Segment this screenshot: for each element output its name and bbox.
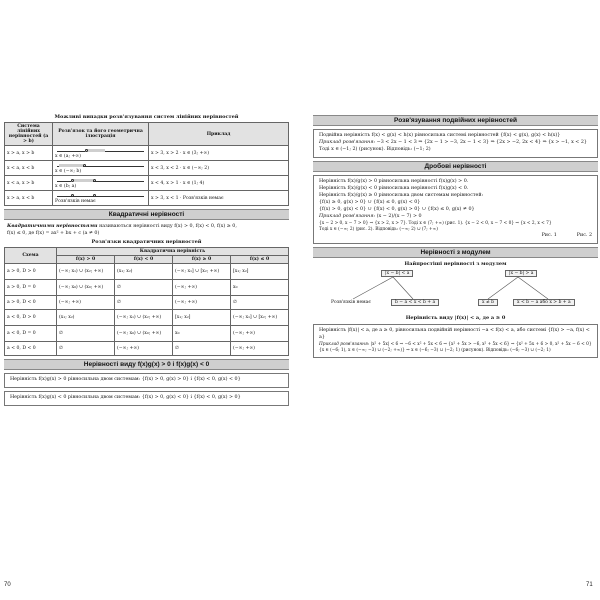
case-cell: a > 0, D = 0	[5, 280, 57, 296]
table2-header: Квадратична нерівність	[57, 248, 289, 256]
table-row	[5, 280, 289, 296]
example-cell: x > 3, x < 1 · Розв'язків немає	[149, 191, 289, 206]
right-page	[313, 112, 598, 582]
answer-cell: ∅	[57, 326, 115, 342]
fraction-section-title: Дробові нерівності	[313, 161, 598, 172]
abs-subtitle-2: Нерівність виду |f(x)| < a, де a ≥ 0	[405, 314, 506, 321]
quadratic-table	[4, 247, 289, 356]
solution-cell: x ∈ (b; a)	[53, 176, 149, 191]
case-cell: a < 0, D = 0	[5, 326, 57, 342]
abs-leaf: b − a < x < b + a	[391, 299, 439, 306]
solution-cell: x ∈ (a; +∞)	[53, 146, 149, 161]
figure-2-caption: Рис. 2	[576, 233, 592, 239]
table-row	[5, 326, 289, 342]
abs-leaf: x ≠ b	[478, 299, 498, 306]
answer-cell: ∅	[57, 342, 115, 356]
solution-cell: x ∈ (−∞; b)	[53, 161, 149, 176]
answer-cell: (−∞; x₀) ∪ (x₀; +∞)	[115, 326, 173, 342]
answer-cell: x₀	[173, 326, 231, 342]
example-cell: x < 4, x > 1 · x ∈ (1; 4)	[149, 176, 289, 191]
table-row	[5, 176, 289, 191]
system-cell: x < a, x > b	[5, 176, 53, 191]
system-cell: x < a, x < b	[5, 161, 53, 176]
table1-header: Розв'язок та його геометрична ілюстрація	[53, 123, 149, 146]
table-row	[5, 161, 289, 176]
table2-title: Розв'язки квадратичних нерівностей	[91, 239, 202, 246]
table1-header: Приклад	[149, 123, 289, 146]
table-row	[5, 264, 289, 280]
table-row	[5, 146, 289, 161]
answer-cell: ∅	[115, 280, 173, 296]
answer-cell: (x₁; x₂)	[57, 310, 115, 326]
answer-cell: (−∞; x₁) ∪ (x₂; +∞)	[57, 264, 115, 280]
abs-box: Нерівність |f(x)| < a, де a ≥ 0, рівносильна подвійній нерівності −a < f(x) < a, або системі {f(x) > −a, f(x) < a} Приклад розв'язання: |x² + 5x| < 6 ⇒ −6 < x² + 5x < 6 ⇒ {x² + 5x > −6, x² + 5x < 6} ⇒ {x² + 5x + 6 > 0, x² + 5x − 6 < 0} {x ∈ (−6; 1), x ∈ (−∞; −3) ∪ (−2; +∞)} ⇒ x ∈ (−6; −3) ∪ (−2; 1) (рисунок). Відповідь: (−6; −3) ∪ (−2; 1)	[313, 324, 598, 358]
case-cell: a > 0, D < 0	[5, 296, 57, 310]
fraction-box: Нерівність f(x)/g(x) > 0 рівносильна нерівності f(x)g(x) > 0. Нерівність f(x)/g(x) < 0 рівносильна нерівності f(x)g(x) < 0. Нерівність f(x)/g(x) ≥ 0 рівносильна двом системам нерівностей: {f(x) ≥ 0, g(x) > 0} ∪ {f(x) ≤ 0, g(x) < 0} {f(x) > 0, g(x) < 0} ∪ {f(x) < 0, g(x) > 0} ∪ {f(x) ≤ 0, g(x) ≠ 0} Приклад розв'язання: (x − 2)/(x − 7) > 0 {x − 2 > 0, x − 7 > 0} ⇒ {x > 2, x > 7}. Тоді x ∈ (7; +∞) (рис. 1). {x − 2 < 0, x − 7 < 0} ⇒ {x < 2, x < 7} Тоді x ∈ (−∞; 2) (рис. 2). Відповідь: (−∞; 2) ∪ (7; +∞) Рис. 1 Рис. 2	[313, 175, 598, 244]
answer-cell: (−∞; +∞)	[173, 280, 231, 296]
table2-header: f(x) < 0	[115, 256, 173, 264]
system-cell: x > a, x < b	[5, 191, 53, 206]
answer-cell: (−∞; +∞)	[173, 296, 231, 310]
answer-cell: (−∞; +∞)	[115, 342, 173, 356]
answer-cell: ∅	[173, 342, 231, 356]
quad-definition: Квадратичними нерівностями називаються нерівності виду f(x) > 0, f(x) < 0, f(x) ≥ 0, f(x) ≤ 0, де f(x) = ax² + bx + c (a ≠ 0)	[7, 223, 237, 237]
case-cell: a > 0, D > 0	[5, 264, 57, 280]
abs-node-right: |x − b| > a	[505, 270, 537, 277]
table1-header: Система лінійних нерівностей (a > b)	[5, 123, 53, 146]
answer-cell: [x₁; x₂]	[173, 310, 231, 326]
example-cell: x > 3, x > 2 · x ∈ (3; +∞)	[149, 146, 289, 161]
abs-section-title: Нерівності з модулем	[313, 247, 598, 258]
answer-cell: (−∞; +∞)	[231, 342, 289, 356]
answer-cell: (−∞; x₁] ∪ [x₂; +∞)	[231, 310, 289, 326]
abs-tree	[313, 269, 598, 313]
product-rule-1: Нерівність f(x)g(x) > 0 рівносильна двом системам: {f(x) > 0, g(x) > 0} і {f(x) < 0, g(x) < 0}	[4, 373, 289, 388]
table2-header: f(x) > 0	[57, 256, 115, 264]
quad-section-title: Квадратичні нерівності	[4, 209, 289, 220]
abs-leaf: x < b − a або x > b + a	[513, 299, 575, 306]
answer-cell: [x₁; x₂]	[231, 264, 289, 280]
case-cell: a < 0, D > 0	[5, 310, 57, 326]
example-cell: x < 3, x < 2 · x ∈ (−∞; 2)	[149, 161, 289, 176]
answer-cell: ∅	[115, 296, 173, 310]
page-number-left: 70	[4, 582, 11, 588]
answer-cell: (x₁; x₂)	[115, 264, 173, 280]
abs-subtitle: Найпростіші нерівності з модулем	[404, 260, 507, 267]
table-row	[5, 191, 289, 206]
page-number-right: 71	[586, 582, 593, 588]
answer-cell: x₀	[231, 280, 289, 296]
table1-title: Можливі випадки розв'язування систем лінійних нерівностей	[54, 114, 239, 120]
answer-cell: ∅	[231, 296, 289, 310]
double-section-title: Розв'язування подвійних нерівностей	[313, 115, 598, 126]
table-row	[5, 310, 289, 326]
linear-systems-table	[4, 122, 289, 206]
solution-cell: Розв'язків немає	[53, 191, 149, 206]
abs-leaf: Розв'язків немає	[331, 299, 371, 305]
answer-cell: (−∞; +∞)	[57, 296, 115, 310]
table2-header: Схема	[5, 248, 57, 264]
answer-cell: (−∞; x₀) ∪ (x₀; +∞)	[57, 280, 115, 296]
figure-1-caption: Рис. 1	[541, 233, 557, 239]
product-rule-2: Нерівність f(x)g(x) < 0 рівносильна двом системам: {f(x) > 0, g(x) < 0} і {f(x) < 0, g(x) > 0}	[4, 391, 289, 406]
table-row	[5, 342, 289, 356]
answer-cell: (−∞; +∞)	[231, 326, 289, 342]
answer-cell: (−∞; x₁] ∪ [x₂; +∞)	[173, 264, 231, 280]
case-cell: a < 0, D < 0	[5, 342, 57, 356]
table-row	[5, 296, 289, 310]
table2-header: f(x) ≤ 0	[231, 256, 289, 264]
tree-lines	[313, 269, 598, 313]
left-page	[4, 112, 289, 582]
answer-cell: (−∞; x₁) ∪ (x₂; +∞)	[115, 310, 173, 326]
system-cell: x > a, x > b	[5, 146, 53, 161]
abs-node-left: |x − b| < a	[381, 270, 413, 277]
product-section-title: Нерівності виду f(x)g(x) > 0 і f(x)g(x) < 0	[4, 359, 289, 370]
table2-header: f(x) ≥ 0	[173, 256, 231, 264]
double-inequality-box: Подвійна нерівність f(x) < g(x) < h(x) рівносильна системі нерівностей {f(x) < g(x), g(x) < h(x)} Приклад розв'язання: −3 < 2x − 1 < 3 ⇒ {2x − 1 > −3, 2x − 1 < 3} ⇒ {2x > −2, 2x < 4} ⇒ {x > −1, x < 2} Тоді x ∈ (−1; 2) (рисунок). Відповідь: (−1; 2)	[313, 129, 598, 158]
